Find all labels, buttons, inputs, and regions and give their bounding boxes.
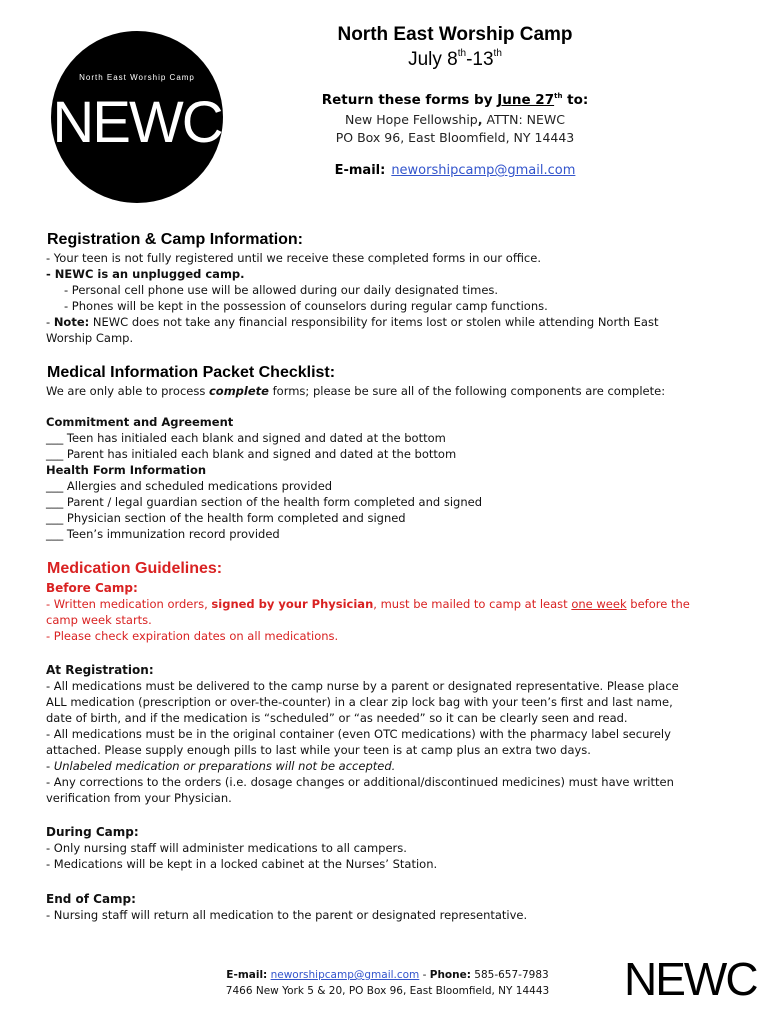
before-camp-line: camp week starts. bbox=[46, 613, 152, 627]
checklist-item: ___ Parent / legal guardian section of the health form completed and signed bbox=[46, 495, 483, 509]
text: before the bbox=[626, 597, 690, 611]
footer-phone-label: Phone: bbox=[429, 969, 471, 981]
camp-title: North East Worship Camp bbox=[337, 24, 573, 45]
bullet: - bbox=[46, 759, 54, 773]
return-date: June 27 bbox=[497, 92, 555, 108]
at-registration-line: verification from your Physician. bbox=[46, 791, 232, 805]
during-camp-title: During Camp: bbox=[46, 825, 139, 839]
checklist-item: ___ Teen has initialed each blank and signed and dated at the bottom bbox=[46, 431, 446, 445]
return-text: Return these forms by bbox=[321, 92, 498, 108]
before-camp-section bbox=[46, 580, 726, 644]
before-camp-line bbox=[46, 596, 726, 612]
bullet: - bbox=[46, 315, 54, 329]
newc-logo bbox=[51, 31, 223, 203]
return-text-end: to: bbox=[562, 92, 589, 108]
underlined: one week bbox=[571, 597, 627, 611]
checklist-intro bbox=[46, 383, 726, 399]
end-of-camp-section bbox=[46, 891, 726, 923]
registration-line: - Personal cell phone use will be allowed during our daily designated times. bbox=[64, 283, 499, 297]
registration-body bbox=[46, 250, 726, 346]
dates-sup: th bbox=[457, 48, 467, 59]
dates-start: July 8 bbox=[408, 49, 458, 70]
footer-line1 bbox=[150, 967, 625, 983]
at-registration-line: attached. Please supply enough pills to last while your teen is at camp plus an extra two days. bbox=[46, 743, 591, 757]
during-camp-line: - Medications will be kept in a locked cabinet at the Nurses’ Station. bbox=[46, 857, 438, 871]
at-registration-line bbox=[46, 758, 726, 774]
email-link[interactable]: neworshipcamp@gmail.com bbox=[391, 163, 576, 178]
footer-email-label: E-mail: bbox=[226, 969, 268, 981]
footer-address: 7466 New York 5 & 20, PO Box 96, East Bloomfield, NY 14443 bbox=[225, 985, 550, 997]
end-of-camp-title: End of Camp: bbox=[46, 892, 136, 906]
intro-emphasis: complete bbox=[208, 384, 269, 398]
camp-dates bbox=[300, 48, 610, 71]
before-camp-title: Before Camp: bbox=[46, 581, 138, 595]
return-instruction bbox=[300, 92, 610, 108]
end-of-camp-line: - Nursing staff will return all medication to the parent or designated representative. bbox=[46, 908, 528, 922]
registration-meds-section bbox=[46, 662, 726, 806]
logo-wordmark: NEWC bbox=[52, 90, 222, 155]
at-registration-line: - All medications must be in the original container (even OTC medications) with the pharmacy label securely bbox=[46, 727, 671, 741]
checklist-heading: Medical Information Packet Checklist: bbox=[47, 364, 336, 381]
registration-line: - Phones will be kept in the possession of counselors during regular camp functions. bbox=[64, 299, 548, 313]
footer-newc-logo: NEWC bbox=[624, 953, 757, 1005]
checklist-group-title: Health Form Information bbox=[46, 463, 207, 477]
registration-line bbox=[46, 314, 726, 330]
address-attn: ATTN: NEWC bbox=[482, 112, 565, 127]
intro-text: We are only able to process bbox=[46, 384, 209, 398]
note-text: NEWC does not take any financial responsibility for items lost or stolen while attending North East bbox=[89, 315, 659, 329]
footer-contact bbox=[150, 967, 625, 999]
during-camp-line: - Only nursing staff will administer medications to all campers. bbox=[46, 841, 407, 855]
at-registration-title: At Registration: bbox=[46, 663, 154, 677]
mailing-address-line2: PO Box 96, East Bloomfield, NY 14443 bbox=[335, 130, 575, 145]
emphasis: signed by your Physician bbox=[211, 597, 374, 611]
checklist-item: ___ Physician section of the health form completed and signed bbox=[46, 511, 406, 525]
dates-end: -13 bbox=[466, 49, 494, 70]
contact-email bbox=[300, 163, 610, 178]
medication-heading: Medication Guidelines: bbox=[47, 560, 223, 577]
italic-text: Unlabeled medication or preparations will not be accepted. bbox=[53, 759, 396, 773]
during-camp-section bbox=[46, 824, 726, 872]
email-label: E-mail: bbox=[334, 163, 386, 178]
logo-subtitle: North East Worship Camp bbox=[79, 73, 195, 82]
text: - Written medication orders, bbox=[46, 597, 212, 611]
at-registration-line: - All medications must be delivered to the camp nurse by a parent or designated representative. Please place bbox=[46, 679, 679, 693]
checklist-body bbox=[46, 414, 726, 542]
footer-separator: - bbox=[419, 969, 430, 981]
return-date-sup: th bbox=[554, 92, 563, 100]
footer-email-link[interactable]: neworshipcamp@gmail.com bbox=[270, 969, 420, 981]
mailing-address-line1 bbox=[300, 112, 610, 127]
checklist-group-title: Commitment and Agreement bbox=[46, 415, 234, 429]
note-label: Note: bbox=[53, 315, 90, 329]
checklist-item: ___ Allergies and scheduled medications provided bbox=[46, 479, 333, 493]
checklist-item: ___ Teen’s immunization record provided bbox=[46, 527, 280, 541]
at-registration-line: date of birth, and if the medication is “scheduled” or “as needed” so it can be clearly seen and read. bbox=[46, 711, 628, 725]
registration-heading: Registration & Camp Information: bbox=[47, 231, 304, 248]
dates-sup: th bbox=[493, 48, 502, 59]
address-comma: , bbox=[477, 112, 483, 127]
at-registration-line: - Any corrections to the orders (i.e. dosage changes or additional/discontinued medicines) must have written bbox=[46, 775, 674, 789]
checklist-item: ___ Parent has initialed each blank and signed and dated at the bottom bbox=[46, 447, 457, 461]
footer-phone: 585-657-7983 bbox=[474, 969, 549, 981]
before-camp-line: - Please check expiration dates on all medications. bbox=[46, 629, 339, 643]
text: , must be mailed to camp at least bbox=[373, 597, 572, 611]
registration-line: Worship Camp. bbox=[46, 331, 134, 345]
at-registration-line: ALL medication (prescription or over-the-counter) in a clear zip lock bag with your teen’s first and last name, bbox=[46, 695, 673, 709]
registration-line: - Your teen is not fully registered until we receive these completed forms in our office. bbox=[46, 251, 541, 265]
intro-text: forms; please be sure all of the following components are complete: bbox=[268, 384, 666, 398]
registration-line: - NEWC is an unplugged camp. bbox=[46, 267, 245, 281]
address-org: New Hope Fellowship bbox=[345, 112, 478, 127]
